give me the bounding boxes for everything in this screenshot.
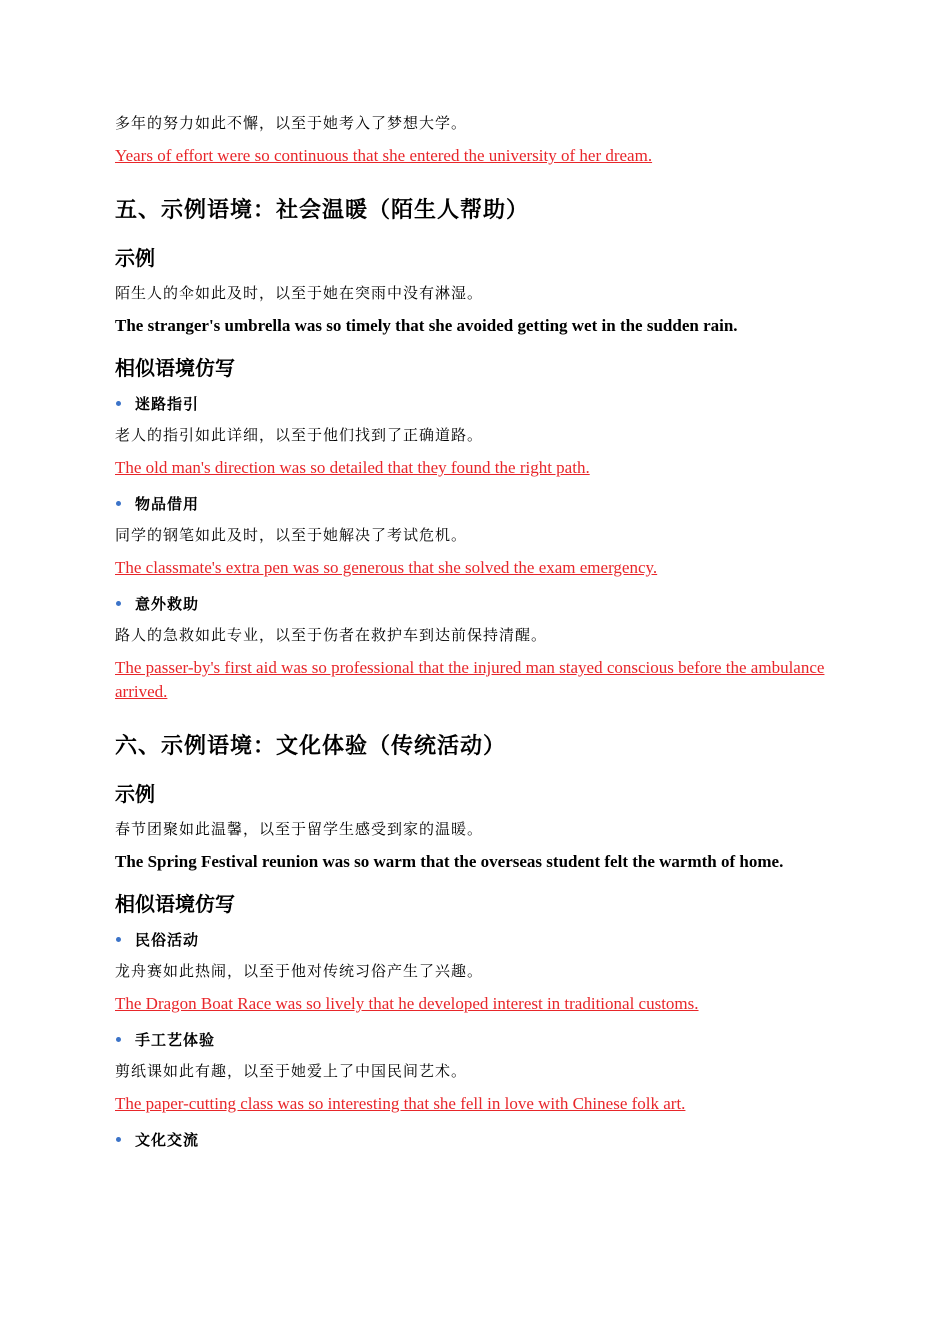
item-chinese-sentence: 剪纸课如此有趣，以至于她爱上了中国民间艺术。 xyxy=(115,1062,468,1080)
list-item xyxy=(115,1128,835,1150)
document-page xyxy=(115,112,835,1160)
list-item xyxy=(115,1028,835,1050)
intro-chinese-sentence: 多年的努力如此不懈，以至于她考入了梦想大学。 xyxy=(115,114,468,132)
item-english-sentence: The classmate's extra pen was so generous that she solved the exam emergency. xyxy=(115,558,658,577)
section-6-example-chinese: 春节团聚如此温馨，以至于留学生感受到家的温暖。 xyxy=(115,820,484,838)
bullet-icon xyxy=(116,937,121,942)
section-6-example-heading: 示例 xyxy=(115,782,155,806)
bullet-label: 民俗活动 xyxy=(135,930,200,949)
bullet-icon xyxy=(116,1137,121,1142)
item-chinese-sentence: 老人的指引如此详细，以至于他们找到了正确道路。 xyxy=(115,426,484,444)
item-english-sentence: The passer-by's first aid was so professional that the injured man stayed conscious before the ambulance arrived. xyxy=(115,658,825,701)
section-5-example-english: The stranger's umbrella was so timely that she avoided getting wet in the sudden rain. xyxy=(115,316,738,335)
section-6-example-english: The Spring Festival reunion was so warm that the overseas student felt the warmth of home. xyxy=(115,852,784,871)
section-5-similar-heading: 相似语境仿写 xyxy=(115,356,235,380)
section-5-example-heading: 示例 xyxy=(115,246,155,270)
list-item xyxy=(115,392,835,414)
bullet-label: 文化交流 xyxy=(135,1130,200,1149)
list-item xyxy=(115,492,835,514)
item-english-sentence: The paper-cutting class was so interesting that she fell in love with Chinese folk art. xyxy=(115,1094,686,1113)
section-6-similar-heading: 相似语境仿写 xyxy=(115,892,235,916)
bullet-icon xyxy=(116,1037,121,1042)
section-5-title: 五、示例语境：社会温暖（陌生人帮助） xyxy=(115,198,530,223)
bullet-label: 手工艺体验 xyxy=(135,1030,216,1049)
bullet-icon xyxy=(116,401,121,406)
item-english-sentence: The Dragon Boat Race was so lively that he developed interest in traditional customs. xyxy=(115,994,699,1013)
item-chinese-sentence: 龙舟赛如此热闹，以至于他对传统习俗产生了兴趣。 xyxy=(115,962,484,980)
item-chinese-sentence: 同学的钢笔如此及时，以至于她解决了考试危机。 xyxy=(115,526,468,544)
section-6-title: 六、示例语境：文化体验（传统活动） xyxy=(115,734,507,759)
list-item xyxy=(115,928,835,950)
bullet-icon xyxy=(116,501,121,506)
intro-english-sentence: Years of effort were so continuous that she entered the university of her dream. xyxy=(115,146,653,165)
bullet-icon xyxy=(116,601,121,606)
list-item xyxy=(115,592,835,614)
bullet-label: 意外救助 xyxy=(135,594,200,613)
bullet-label: 迷路指引 xyxy=(135,394,200,413)
item-english-sentence: The old man's direction was so detailed that they found the right path. xyxy=(115,458,590,477)
section-5-example-chinese: 陌生人的伞如此及时，以至于她在突雨中没有淋湿。 xyxy=(115,284,484,302)
item-chinese-sentence: 路人的急救如此专业，以至于伤者在救护车到达前保持清醒。 xyxy=(115,626,548,644)
bullet-label: 物品借用 xyxy=(135,494,200,513)
